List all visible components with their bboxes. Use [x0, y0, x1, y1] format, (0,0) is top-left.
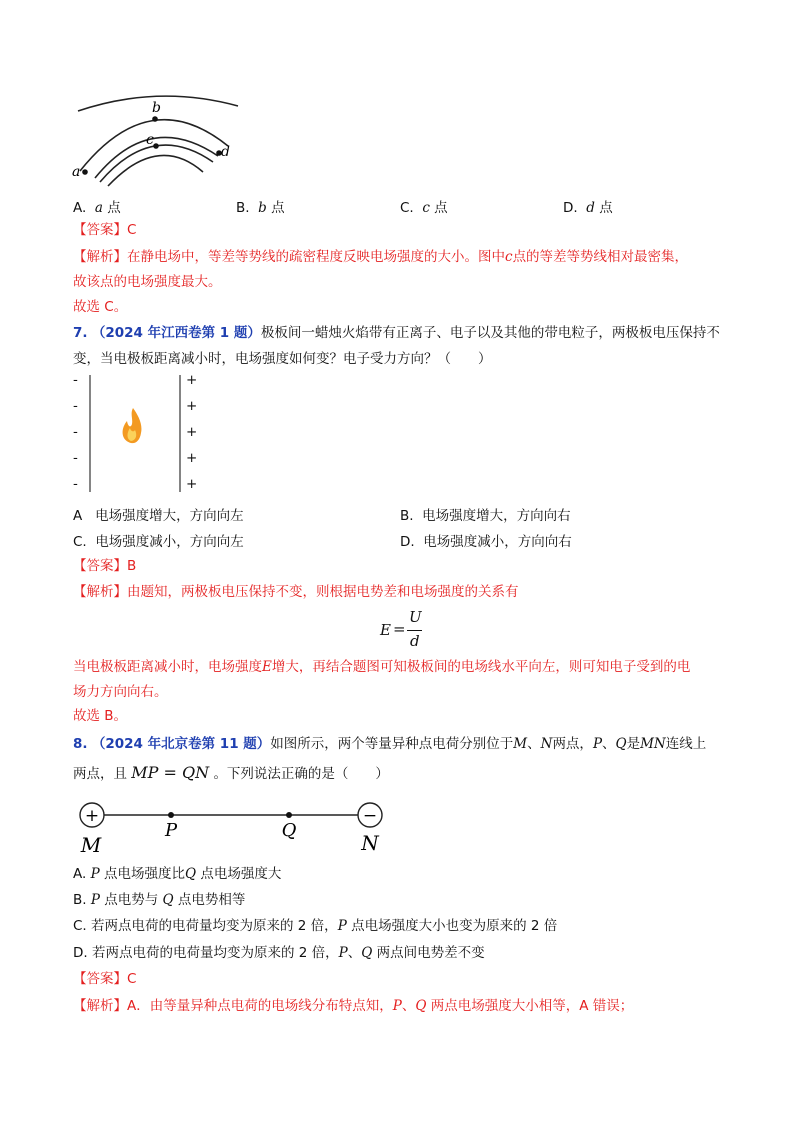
q8-option-a: A. P 点电场强度比Q 点电场强度大 — [73, 866, 282, 882]
plus-sign: + — [186, 450, 198, 466]
minus-sign: - — [73, 450, 78, 466]
q7-stem-line-1: 7. （2024 年江西卷第 1 题）极板间一蜡烛火焰带有正离子、电子以及其他的带电粒子，两极板电压保持不 — [73, 325, 720, 341]
q6-conclusion: 故选 C。 — [73, 299, 128, 315]
formula-equals: = — [393, 620, 406, 638]
minus-sign: - — [73, 476, 78, 492]
q8-option-d: D. 若两点电荷的电荷量均变为原来的 2 倍，P、Q 两点间电势差不变 — [73, 945, 485, 961]
formula-denominator: d — [410, 632, 420, 650]
q7-analysis-line-2: 当电极板距离减小时，电场强度E增大，再结合题图可知极板间的电场线水平向左，则可知电子受到的电 — [73, 659, 691, 675]
label-c: c — [146, 132, 154, 148]
q8-option-b: B. P 点电势与 Q 点电势相等 — [73, 892, 246, 908]
q8-option-c: C. 若两点电荷的电荷量均变为原来的 2 倍，P 点电场强度大小也变为原来的 2 倍 — [73, 918, 558, 934]
q6-option-b: B. b 点 — [236, 200, 285, 216]
formula-lhs: E — [380, 621, 391, 639]
q6-analysis-line-1: 【解析】在静电场中，等差等势线的疏密程度反映电场强度的大小。图中c点的等差等势线相对最密集， — [73, 249, 689, 265]
q7-option-b: B. 电场强度增大，方向向右 — [400, 508, 571, 524]
point-p — [168, 812, 174, 818]
q7-analysis-line-3: 场力方向向右。 — [73, 684, 168, 700]
label-q: Q — [281, 820, 297, 841]
formula-numerator: U — [409, 608, 422, 626]
plus-sign: + — [186, 476, 198, 492]
plus-symbol: + — [84, 806, 100, 826]
label-m: M — [80, 833, 102, 857]
label-p: P — [164, 820, 178, 841]
minus-symbol: − — [362, 806, 378, 826]
label-d: d — [221, 144, 230, 160]
q6-option-d: D. d 点 — [563, 200, 613, 216]
label-a: a — [72, 164, 81, 180]
q7-analysis-line-1: 【解析】由题知，两极板电压保持不变，则根据电势差和电场强度的关系有 — [73, 584, 519, 600]
minus-sign: - — [73, 398, 78, 414]
point-q — [286, 812, 292, 818]
q7-stem-line-2: 变，当电极板距离减小时，电场强度如何变？电子受力方向？（ ） — [73, 351, 492, 367]
q7-option-c: C. 电场强度减小，方向向左 — [73, 534, 244, 550]
label-n: N — [361, 831, 379, 855]
q7-option-d: D. 电场强度减小，方向向右 — [400, 534, 572, 550]
q7-answer: 【答案】B — [73, 558, 137, 574]
q8-stem-line-2: 两点，且 MP = QN 。下列说法正确的是（ ） — [73, 763, 389, 782]
q8-analysis-line-1: 【解析】A．由等量异种点电荷的电场线分布特点知，P、Q 两点电场强度大小相等，A 错误； — [73, 998, 634, 1014]
minus-sign: - — [73, 424, 78, 440]
q6-option-c: C. c 点 — [400, 200, 448, 216]
label-b: b — [152, 100, 161, 116]
plus-sign: + — [186, 424, 198, 440]
plus-sign: + — [186, 372, 198, 388]
q6-option-a: A. a 点 — [73, 200, 121, 216]
q6-analysis-line-2: 故该点的电场强度最大。 — [73, 274, 222, 290]
q8-answer: 【答案】C — [73, 971, 137, 987]
q8-stem-line-1: 8. （2024 年北京卷第 11 题）如图所示，两个等量异种点电荷分别位于M、N两点，P、Q是MN连线上 — [73, 736, 707, 752]
q7-conclusion: 故选 B。 — [73, 708, 128, 724]
plus-sign: + — [186, 398, 198, 414]
minus-sign: - — [73, 372, 78, 388]
q7-option-a: A 电场强度增大，方向向左 — [73, 508, 244, 524]
q6-answer: 【答案】C — [73, 222, 137, 238]
